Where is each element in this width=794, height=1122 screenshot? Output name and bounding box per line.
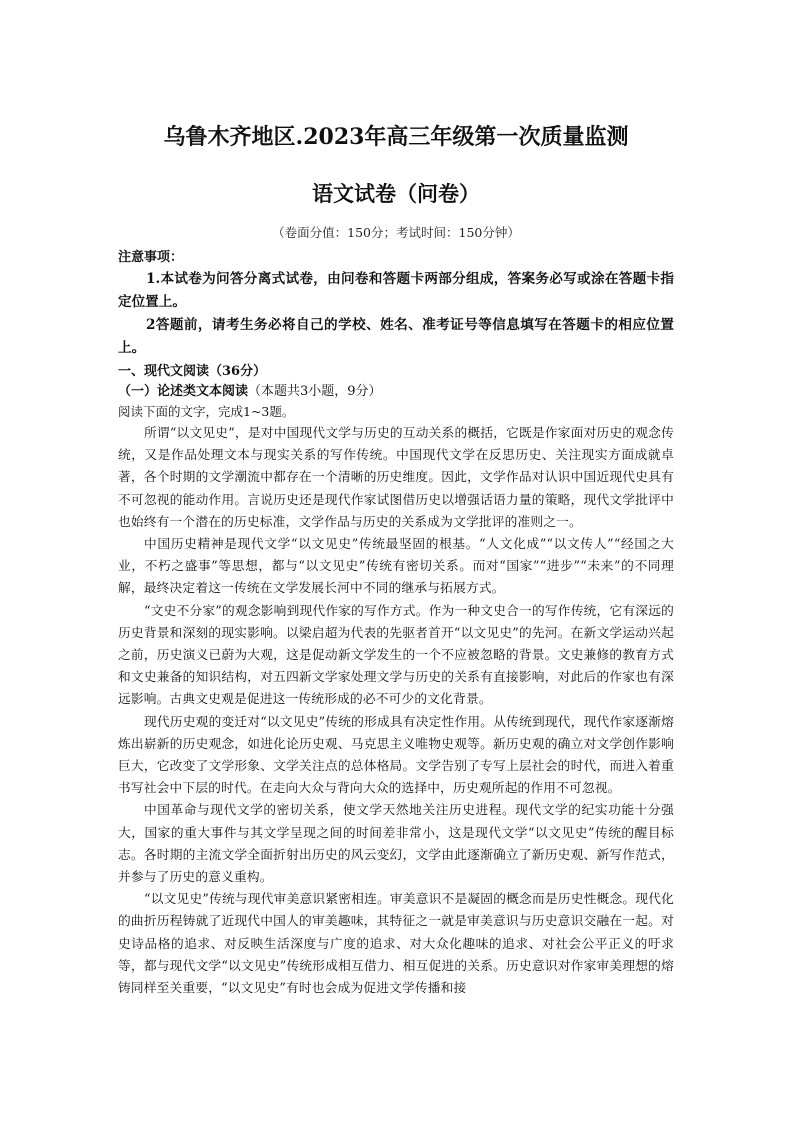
reading-instruction: 阅读下面的文字，完成1~3题。	[118, 404, 295, 419]
subsection-meta: （本题共3小题，9分）	[248, 384, 382, 399]
note-item-1: 1.本试卷为问答分离式试卷，由问卷和答题卡两部分组成，答案务必写或涂在答题卡指定位置上。	[118, 271, 674, 310]
section-title: 一、现代文阅读（36分）	[118, 364, 267, 379]
passage-paragraph-4: 现代历史观的变迁对“以文见史”传统的形成具有决定性作用。从传统到现代，现代作家逐渐熔炼出崭新的历史观念，如进化论历史观、马克思主义唯物史观等。新历史观的确立对文学创作影响巨大，它改变了文学形象、文学关注点的总体格局。文学告别了专写上层社会的时代，而进入着重书写社会中下层的时代。在走向大众与背向大众的选择中，历史观所起的作用不可忽视。	[118, 713, 674, 796]
notes-title: 注意事项：	[118, 250, 184, 265]
passage-paragraph-1: 所谓“以文见史”，是对中国现代文学与历史的互动关系的概括，它既是作家面对历史的观念传统，又是作品处理文本与现实关系的写作传统。中国现代文学在反思历史、关注现实方面成就卓著，各个时期的文学潮流中都存在一个清晰的历史维度。因此，文学作品对认识中国近现代史具有不可忽视的能动作用。言说历史还是现代作家试图借历史以增强话语力量的策略，现代文学批评中也始终有一个潜在的历史标准，文学作品与历史的关系成为文学批评的准则之一。	[118, 425, 674, 529]
passage-paragraph-5: 中国革命与现代文学的密切关系，使文学天然地关注历史进程。现代文学的纪实功能十分强大，国家的重大事件与其文学呈现之间的时间差非常小，这是现代文学“以文见史”传统的醒目标志。各时期的主流文学全面折射出历史的风云变幻，文学由此逐渐确立了新历史观、新写作范式，并参与了历史的意义重构。	[118, 802, 674, 885]
subsection-heading	[118, 382, 674, 402]
passage-paragraph-2: 中国历史精神是现代文学“以文见史”传统最坚固的根基。“人文化成”“以文传人”“经国之大业，不朽之盛事”等思想，都与“以文见史”传统有密切关系。而对“国家”“进步”“未来”的不同理解，最终决定着这一传统在文学发展长河中不同的继承与拓展方式。	[118, 536, 674, 596]
passage-paragraph-6: “以文见史”传统与现代审美意识紧密相连。审美意识不是凝固的概念而是历史性概念。现代化的曲折历程铸就了近现代中国人的审美趣味，其特征之一就是审美意识与历史意识交融在一起。对史诗品格的追求、对反映生活深度与广度的追求、对大众化趣味的追求、对社会公平正义的吁求等，都与现代文学“以文见史”传统形成相互借力、相互促进的关系。历史意识对作家审美理想的熔铸同样至关重要，“以文见史”有时也会成为促进文学传播和接	[118, 891, 674, 996]
exam-title: 乌鲁木齐地区.2023年高三年级第一次质量监测	[163, 124, 629, 150]
passage-paragraph-3: “文史不分家”的观念影响到现代作家的写作方式。作为一种文史合一的写作传统，它有深远的历史背景和深刻的现实影响。以梁启超为代表的先驱者首开“以文见史”的先河。在新文学运动兴起之前，历史演义已蔚为大观，这是促动新文学发生的一个不应被忽略的背景。文史兼修的教育方式和文史兼备的知识结构，对五四新文学家处理文学与历史的关系有直接影响，对此后的作家也有深远影响。古典文史观是促进这一传统形成的必不可少的文化背景。	[118, 602, 674, 707]
exam-info: （卷面分值：150分；考试时间：150分钟）	[272, 225, 520, 240]
note-item-2: 2答题前，请考生务必将自己的学校、姓名、准考证号等信息填写在答题卡的相应位置上。	[118, 317, 674, 356]
subsection-label: （一）论述类文本阅读	[118, 384, 249, 399]
exam-subtitle: 语文试卷（问卷）	[312, 181, 480, 206]
